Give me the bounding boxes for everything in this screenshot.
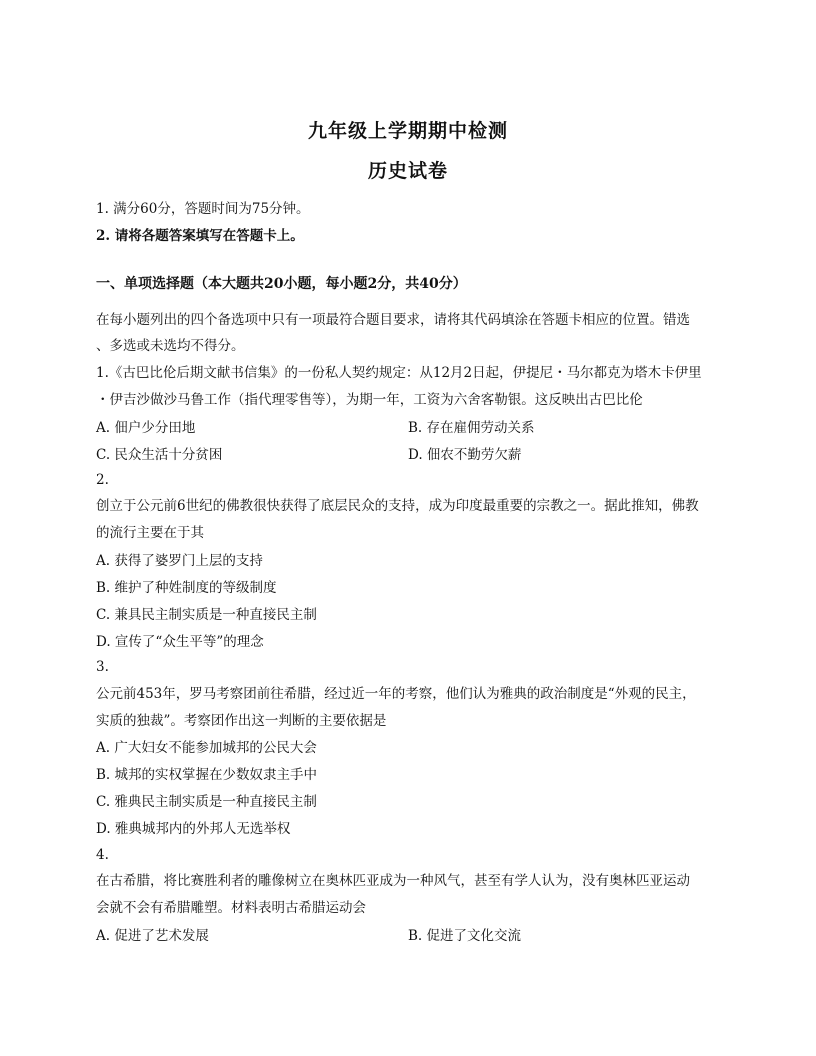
q2-option-a: A. 获得了婆罗门上层的支持 <box>96 553 263 569</box>
q2-option-d: D. 宣传了“众生平等”的理念 <box>96 634 264 650</box>
q4-option-a: A. 促进了艺术发展 <box>96 928 209 944</box>
exam-subtitle: 历史试卷 <box>367 160 448 182</box>
q2-stem-line2: 的流行主要在于其 <box>96 525 204 541</box>
q3-stem-line2: 实质的独裁”。考察团作出这一判断的主要依据是 <box>96 713 387 729</box>
q4-option-b: B. 促进了文化交流 <box>408 928 522 944</box>
q3-number: 3. <box>96 659 109 675</box>
q1-option-a: A. 佃户少分田地 <box>96 420 196 436</box>
q3-stem-line1: 公元前453年，罗马考察团前往希腊，经过近一年的考察，他们认为雅典的政治制度是“外观的民主， <box>96 686 696 702</box>
q2-option-b: B. 维护了种姓制度的等级制度 <box>96 580 277 596</box>
q1-option-b: B. 存在雇佣劳动关系 <box>408 420 535 436</box>
q3-option-c: C. 雅典民主制实质是一种直接民主制 <box>96 794 317 810</box>
q2-number: 2. <box>96 472 109 488</box>
section-instruction-1: 在每小题列出的四个备选项中只有一项最符合题目要求，请将其代码填涂在答题卡相应的位置。错选 <box>96 312 690 328</box>
q4-stem-line2: 会就不会有希腊雕塑。材料表明古希腊运动会 <box>96 900 366 916</box>
q3-option-d: D. 雅典城邦内的外邦人无选举权 <box>96 821 291 837</box>
q4-stem-line1: 在古希腊，将比赛胜利者的雕像树立在奥林匹亚成为一种风气，甚至有学人认为，没有奥林匹亚运动 <box>96 873 690 889</box>
q3-option-b: B. 城邦的实权掌握在少数奴隶主手中 <box>96 767 318 783</box>
q3-option-a: A. 广大妇女不能参加城邦的公民大会 <box>96 740 317 756</box>
q1-stem-line2: ・伊吉沙做沙马鲁工作（指代理零售等），为期一年，工资为六舍客勒银。这反映出古巴比伦 <box>96 392 643 408</box>
q2-stem-line1: 创立于公元前6世纪的佛教很快获得了底层民众的支持，成为印度最重要的宗教之一。据此推知，佛教 <box>96 498 699 514</box>
section-heading: 一、单项选择题（本大题共20小题，每小题2分，共40分） <box>96 276 467 292</box>
q1-option-d: D. 佃农不勤劳欠薪 <box>408 447 522 463</box>
exam-title: 九年级上学期期中检测 <box>307 120 508 142</box>
q1-stem-line1: 1.《古巴比伦后期文献书信集》的一份私人契约规定：从12月2日起，伊提尼・马尔都克为塔木卡伊里 <box>96 365 702 381</box>
note-2: 2. 请将各题答案填写在答题卡上。 <box>96 228 304 244</box>
section-instruction-2: 、多选或未选均不得分。 <box>96 338 245 354</box>
note-1: 1. 满分60分，答题时间为75分钟。 <box>96 201 310 217</box>
q4-number: 4. <box>96 847 109 863</box>
q2-option-c: C. 兼具民主制实质是一种直接民主制 <box>96 607 317 623</box>
q1-option-c: C. 民众生活十分贫困 <box>96 447 223 463</box>
